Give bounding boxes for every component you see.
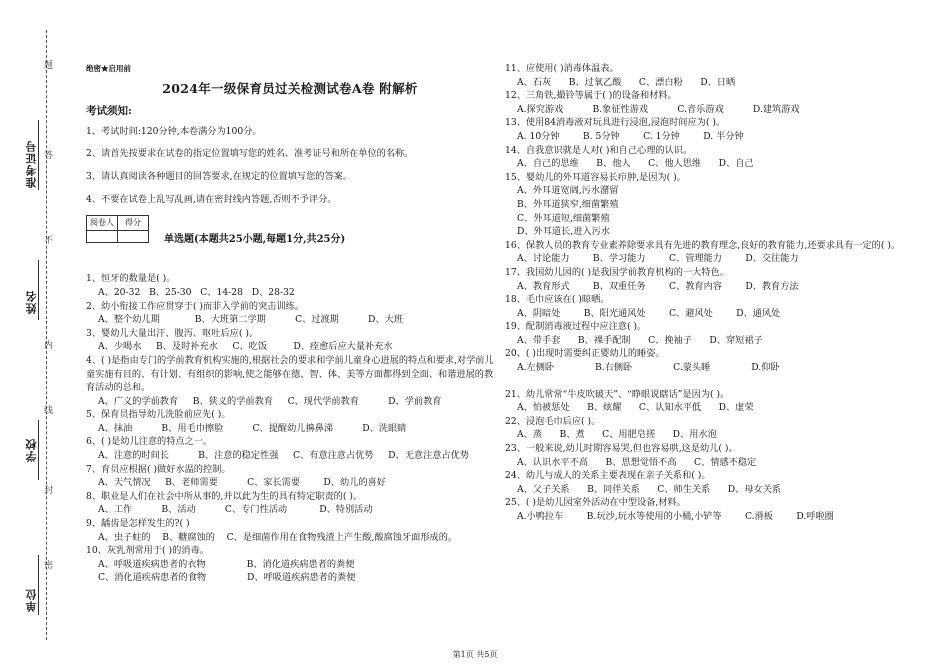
answer-options: A. 10分钟 B. 5分钟 C. 1分钟 D. 半分钟 xyxy=(517,130,744,142)
answer-options: A、父子关系 B、同伴关系 C、师生关系 D、母女关系 xyxy=(517,483,782,495)
section-heading: 单选题(本题共25小题,每题1分,共25分) xyxy=(164,233,346,245)
question-stem: 7、育员应根据( )做好水温的控制。 xyxy=(86,463,231,475)
question-stem: 17、我国幼儿园的( )是我国学前教育机构的一大特色。 xyxy=(505,266,729,278)
answer-options: A、带手套 B、裸手配制 C、挽袖子 D、穿短裙子 xyxy=(517,334,763,346)
right-column xyxy=(505,62,925,524)
left-column xyxy=(86,62,494,585)
score-cell[interactable] xyxy=(118,230,149,242)
answer-options: A、20-32 B、25-30 C、14-28 D、28-32 xyxy=(98,286,295,298)
binding-margin xyxy=(0,0,75,671)
answer-options: A、天气情况 B、老师需要 C、家长需要 D、幼儿的喜好 xyxy=(98,477,386,489)
question-stem: 16、保教人员的教育专业素养除要求具有先进的教育理念,良好的教育能力,还要求具有一定的( )。 xyxy=(505,239,901,251)
answer-options: A、阴暗处 B、阳光通风处 C、避风处 D、通风处 xyxy=(517,307,781,319)
notice-item: 4、不要在试卷上乱写乱画,请在密封线内答题,否则不予评分。 xyxy=(86,193,337,205)
answer-options: A、外耳道宽阔,污水潴留 xyxy=(517,185,619,197)
answer-options: A、抹油 B、用毛巾擦脸 C、提醒幼儿擤鼻涕 D、洗眼睛 xyxy=(98,422,407,434)
answer-options: C、外耳道短,细菌繁殖 xyxy=(517,212,610,224)
question-list-left xyxy=(86,272,494,585)
margin-char: 密 xyxy=(42,560,52,569)
margin-char: 不 xyxy=(42,235,52,244)
answer-options: A、整个幼儿期 B、大班第二学期 C、过渡期 D、大班 xyxy=(98,314,403,326)
notice-item: 3、请认真阅读各种题目的回答要求,在规定的位置填写您的答案。 xyxy=(86,170,353,182)
answer-options: A、少喝水 B、及时补充水 C、吃饭 D、痊愈后应大量补充水 xyxy=(98,341,393,353)
question-stem: 19、配制消毒液过程中应注意( )。 xyxy=(505,321,647,333)
question-stem: 25、( )是幼儿园室外活动在中型设备,材料。 xyxy=(505,497,686,509)
answer-options: A、工作 B、活动 C、专门性活动 D、特别活动 xyxy=(98,504,373,516)
school-line xyxy=(38,420,39,480)
answer-options: A.探究游戏 B.象征性游戏 C.音乐游戏 D.建筑游戏 xyxy=(517,103,800,115)
question-stem: 1、恒牙的数量是( )。 xyxy=(86,273,176,285)
question-stem: 20、( )出现时需要纠正婴幼儿的睡姿。 xyxy=(505,348,665,360)
question-stem: 14、自我意识就是人对( )和自己心理的认识。 xyxy=(505,144,693,156)
unit-line xyxy=(38,555,39,615)
answer-options: A、蒸 B、煮 C、用肥皂搓 D、用水泡 xyxy=(517,429,717,441)
question-stem: 22、浸泡毛巾后应( )。 xyxy=(505,415,601,427)
answer-options: A、虫子蛀的 B、糖腐蚀的 C、是细菌作用在食物残渣上产生酸,酸腐蚀牙面形成的。 xyxy=(98,531,458,543)
question-stem: 21、幼儿常常“牛皮吹破天”、“睁眼说瞎话”是因为( )。 xyxy=(505,388,730,400)
unit-label: 单位 xyxy=(25,588,38,612)
answer-options: A、认识水平不高 B、思想觉悟不高 C、情感不稳定 xyxy=(517,456,757,468)
school-label: 学校 xyxy=(25,438,38,462)
answer-options: A、怕被惩处 B、炫耀 C、认知水平低 D、虚荣 xyxy=(517,402,754,414)
page-footer: 第1页 共5页 xyxy=(452,650,498,659)
question-stem: 6、( )是幼儿注意的特点之一。 xyxy=(86,436,213,448)
margin-char: 题 xyxy=(42,60,52,69)
question-stem: 23、一般来说,幼儿时期容易哭,但也容易哄,这是幼儿( )。 xyxy=(505,443,738,455)
question-list-right xyxy=(505,62,925,524)
score-table-grader: 阅卷人 xyxy=(87,216,118,231)
name-line xyxy=(38,260,39,320)
page-title: 2024年一级保育员过关检测试卷A卷 附解析 xyxy=(162,80,418,96)
question-stem: 18、毛巾应该在( )晾晒。 xyxy=(505,294,610,306)
score-table xyxy=(86,215,149,243)
answer-options: A、自己的思维 B、他人 C、他人思维 D、自己 xyxy=(517,158,754,170)
answer-options: A、呼吸道疾病患者的衣物 B、消化道疾病患者的粪便 xyxy=(98,558,355,570)
question-stem: 10、灰乳剂常用于( )的消毒。 xyxy=(86,545,209,557)
question-stem: 12、三角铁,撮铃等属于( )的设备和材料。 xyxy=(505,90,677,102)
margin-char: 线 xyxy=(42,405,52,414)
answer-options: A、广义的学前教育 B、狭义的学前教育 C、现代学前教育 D、学前教育 xyxy=(98,395,442,407)
answer-options: B、外耳道狭窄,细菌繁殖 xyxy=(517,198,619,210)
notice-item: 2、请首先按要求在试卷的指定位置填写您的姓名、准考证号和所在单位的名称。 xyxy=(86,148,414,160)
question-stem: 9、龋齿是怎样发生的?( ) xyxy=(86,518,190,530)
question-stem: 13、使用84消毒液对玩具进行浸泡,浸泡时间应为( )。 xyxy=(505,117,726,129)
answer-options: A.左侧卧 B.右侧卧 C.蒙头睡 D.仰卧 xyxy=(517,362,780,374)
answer-options: C、消化道疾病患者的食物 D、呼吸道疾病患者的粪便 xyxy=(98,572,356,584)
answer-options: D、外耳道长,进入污水 xyxy=(517,226,610,238)
answer-options: A、教育形式 B、双重任务 C、教育内容 D、教育方法 xyxy=(517,280,799,292)
exam-no-label: 准考证号 xyxy=(25,140,38,188)
answer-options: A、注意的时间长 B、注意的稳定性强 C、有意注意占优势 D、无意注意占优势 xyxy=(98,450,470,462)
name-label: 姓名 xyxy=(25,290,38,314)
margin-char: 答 xyxy=(42,150,52,159)
notice-item: 1、考试时间:120分钟,本卷满分为100分。 xyxy=(86,125,262,137)
seal-dashed-line xyxy=(46,30,47,640)
question-stem: 15、婴幼儿的外耳道容易长疖肿,是因为( )。 xyxy=(505,171,686,183)
question-stem: 3、婴幼儿大量出汗、腹泻、呕吐后应( )。 xyxy=(86,327,259,339)
answer-options: A、石灰 B、过氧乙酸 C、漂白粉 D、日晒 xyxy=(517,76,736,88)
question-stem: 24、幼儿与成人的关系主要表现在亲子关系和( )。 xyxy=(505,470,711,482)
exam-no-line xyxy=(38,120,39,190)
secret-mark: 绝密★启用前 xyxy=(86,64,131,73)
margin-char: 封 xyxy=(42,485,52,494)
question-stem: 4、( )是指由专门的学前教育机构实施的,根据社会的要求和学前儿童身心进展的特点和要求,对学前儿童实施有目的、有计划、有组织的影响,使之能够在德、智、体、美等方面都得到全面、和谐进展的教育活动的总和。 xyxy=(86,354,494,394)
question-stem: 11、应使用( )消毒体温表。 xyxy=(505,63,619,74)
notice-title: 考试须知: xyxy=(86,105,132,118)
question-stem: 8、职业是人们在社会中所从事的,并以此为生的具有特定职责的( )。 xyxy=(86,490,363,502)
score-cell[interactable] xyxy=(87,230,118,242)
question-stem: 2、幼小衔接工作应贯穿于( )而非入学前的突击训练。 xyxy=(86,300,305,312)
answer-options: A、讨论能力 B、学习能力 C、管理能力 D、交往能力 xyxy=(517,253,799,265)
answer-options: A.小鸭拉车 B.玩沙,玩水等使用的小桶,小铲等 C.滑板 D.呼啦圈 xyxy=(517,511,834,522)
question-stem: 5、保育员指导幼儿洗脸前应先( )。 xyxy=(86,409,231,421)
margin-char: 内 xyxy=(42,340,52,349)
score-table-score: 得分 xyxy=(118,216,149,231)
